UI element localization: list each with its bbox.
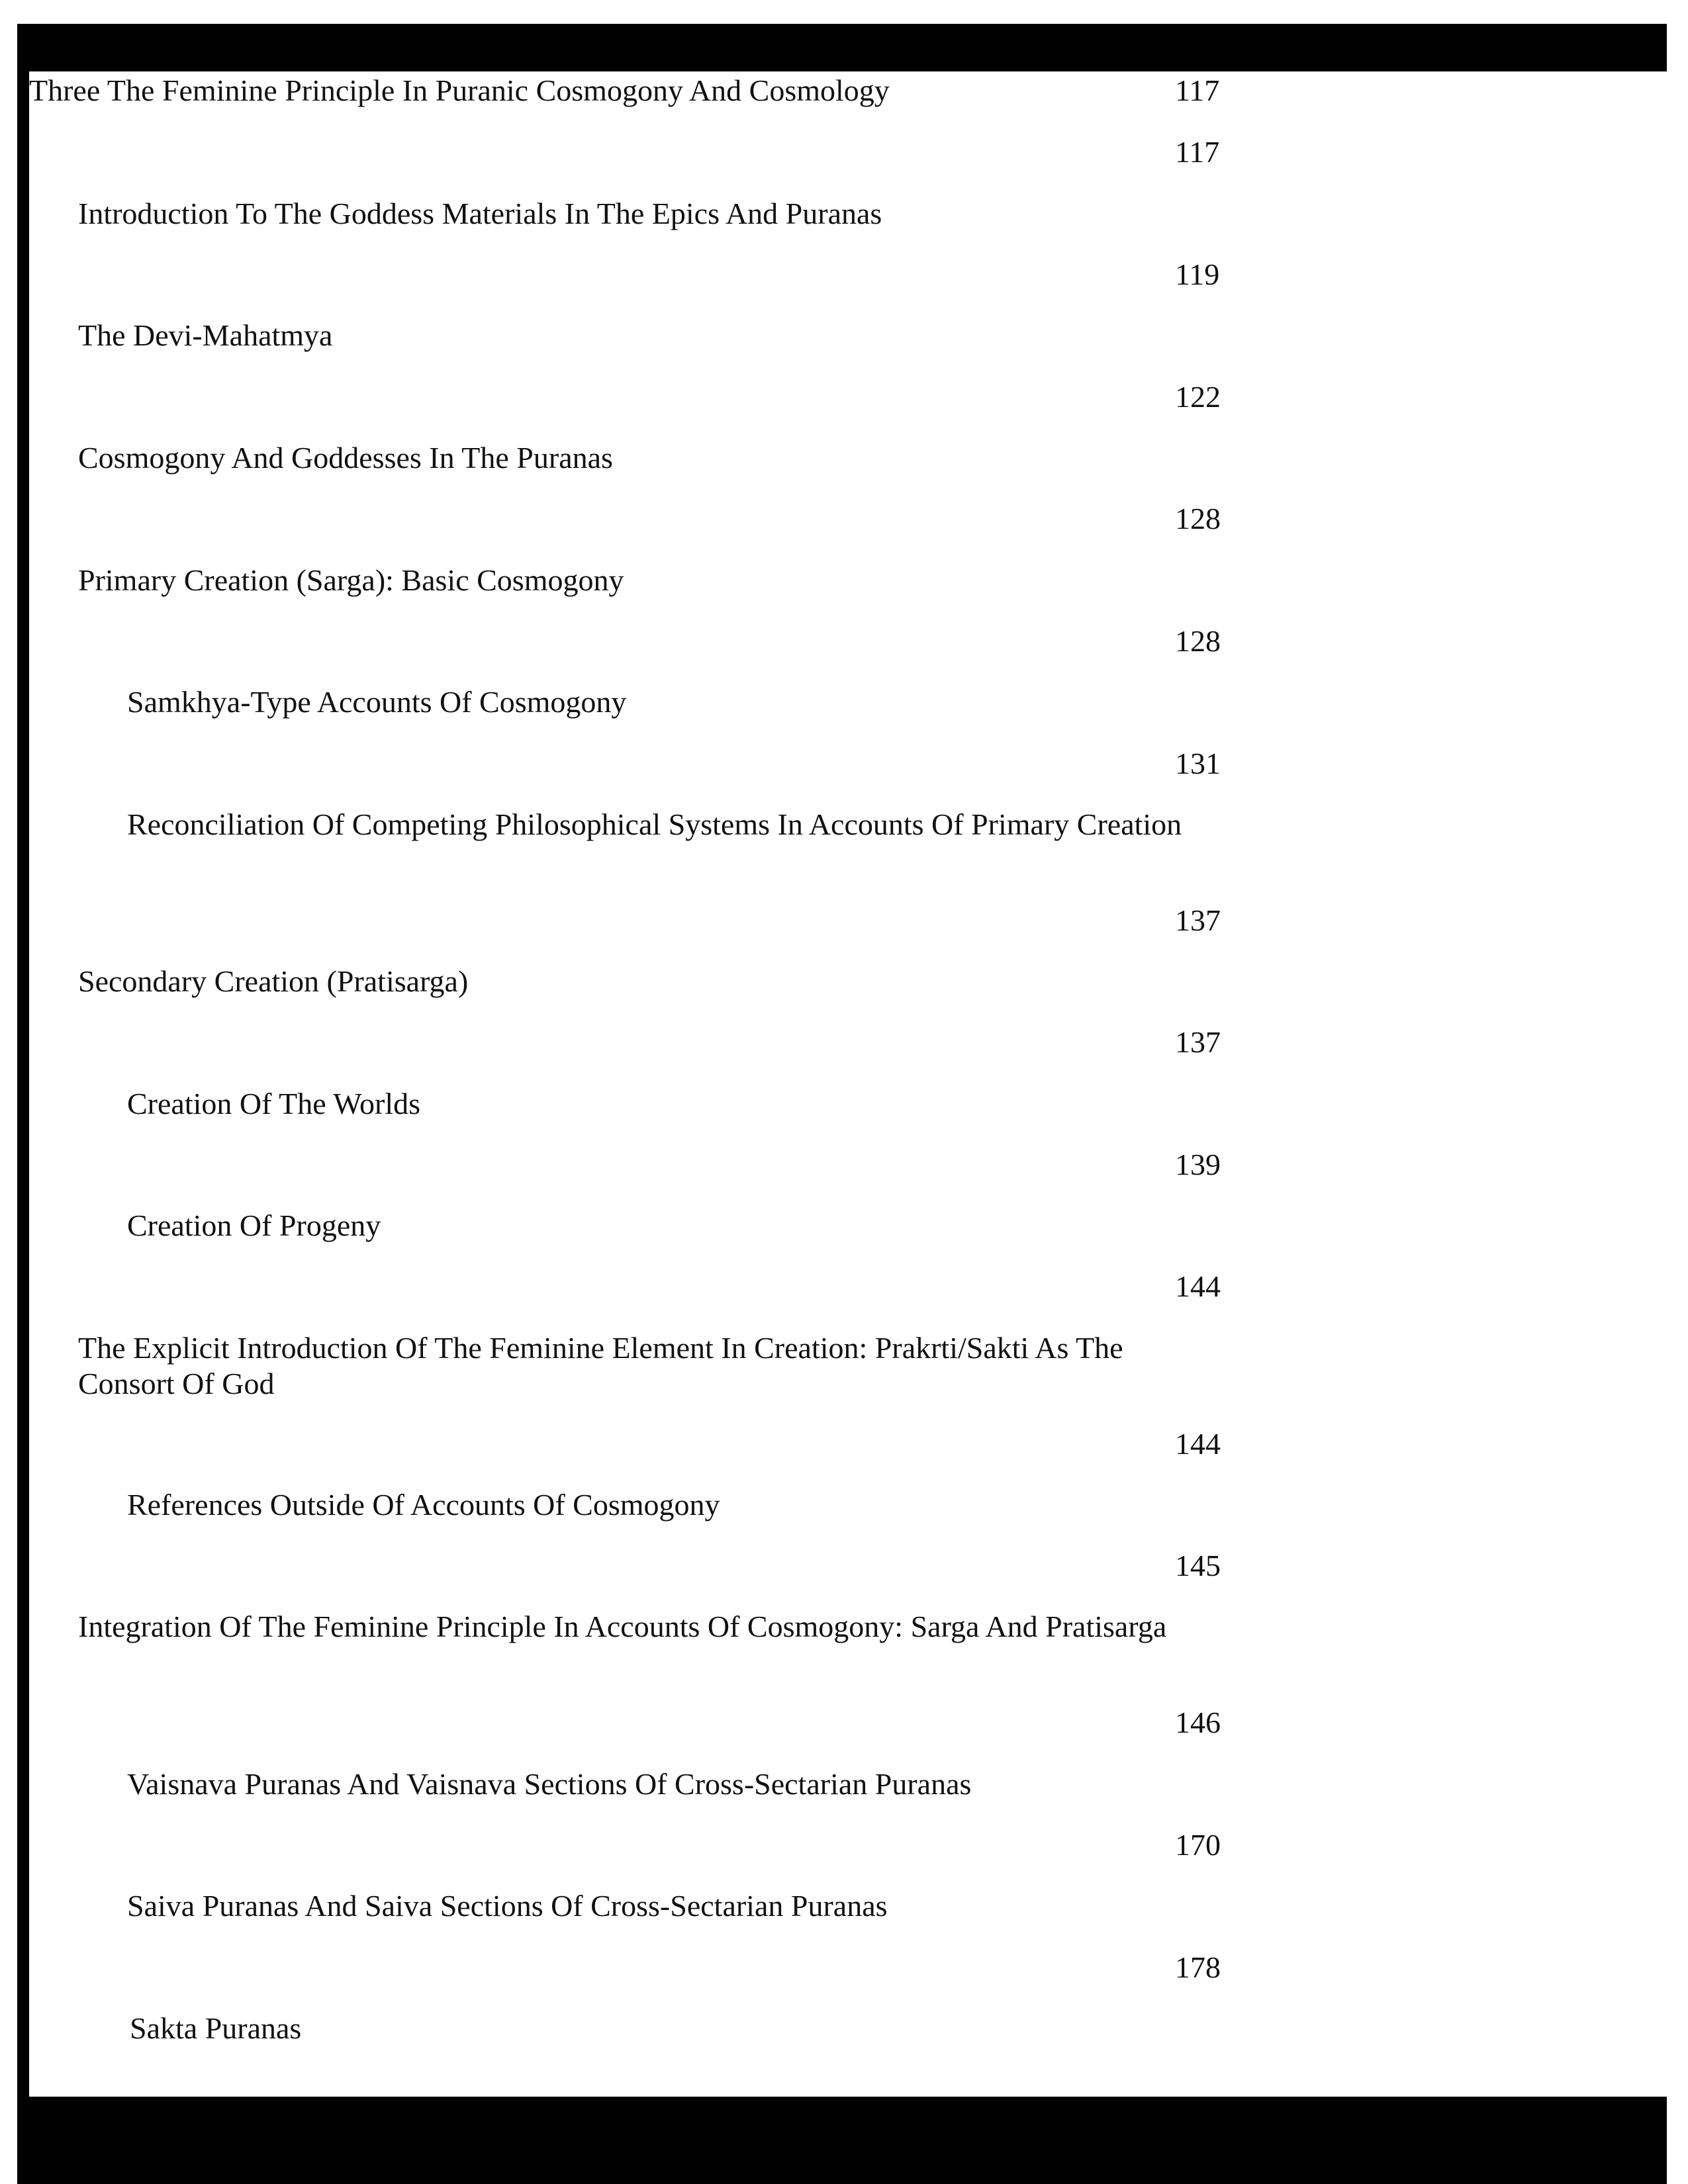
toc-page-number: 119 <box>1175 257 1220 291</box>
toc-subentry-title: Creation Of The Worlds <box>127 1087 421 1120</box>
toc-page-number: 128 <box>1175 502 1221 535</box>
toc-page-number: 137 <box>1175 1025 1221 1059</box>
toc-subentry-title: Vaisnava Puranas And Vaisnava Sections Of Cross-Sectarian Puranas <box>127 1767 972 1801</box>
toc-entry-title: The Explicit Introduction Of The Feminine Element In Creation: Prakrti/Sakti As The Consort Of God <box>78 1331 1123 1400</box>
toc-entry-title: Cosmogony And Goddesses In The Puranas <box>78 441 613 475</box>
toc-page-number: 144 <box>1175 1427 1221 1461</box>
toc-subentry-title: Creation Of Progeny <box>127 1208 381 1242</box>
toc-page-number: 128 <box>1175 624 1221 658</box>
toc-page-number: 144 <box>1175 1269 1221 1303</box>
toc-entry-title: Secondary Creation (Pratisarga) <box>78 964 469 998</box>
top-black-bar <box>23 24 1667 71</box>
toc-page-number: 146 <box>1175 1706 1221 1739</box>
toc-subentry-title: References Outside Of Accounts Of Cosmogony <box>127 1488 720 1522</box>
bottom-black-bar <box>17 2097 1667 2184</box>
toc-entry-title: Introduction To The Goddess Materials In The Epics And Puranas <box>78 197 882 230</box>
toc-entry-title: Primary Creation (Sarga): Basic Cosmogony <box>78 563 624 597</box>
toc-chapter-title: Three The Feminine Principle In Puranic Cosmogony And Cosmology <box>29 73 890 107</box>
toc-page-number: 139 <box>1175 1148 1221 1181</box>
toc-page-number: 117 <box>1175 73 1220 107</box>
toc-subentry-title: Samkhya-Type Accounts Of Cosmogony <box>127 685 627 719</box>
toc-entry-title: The Devi-Mahatmya <box>78 318 333 352</box>
left-black-bar <box>17 24 29 2184</box>
toc-subentry-title: Reconciliation Of Competing Philosophical Systems In Accounts Of Primary Creation <box>127 807 1182 841</box>
toc-page-number: 137 <box>1175 903 1221 937</box>
toc-subentry-title: Saiva Puranas And Saiva Sections Of Cross-Sectarian Puranas <box>127 1889 888 1923</box>
toc-subentry-title: Sakta Puranas <box>130 2011 302 2045</box>
toc-page-number: 178 <box>1175 1950 1221 1984</box>
toc-page-number: 170 <box>1175 1828 1221 1862</box>
toc-page-number: 122 <box>1175 380 1221 414</box>
toc-page-number: 117 <box>1175 135 1220 169</box>
toc-page-number: 145 <box>1175 1549 1221 1582</box>
toc-entry-title: Integration Of The Feminine Principle In Accounts Of Cosmogony: Sarga And Pratisarga <box>78 1610 1167 1643</box>
toc-page-number: 131 <box>1175 747 1221 780</box>
